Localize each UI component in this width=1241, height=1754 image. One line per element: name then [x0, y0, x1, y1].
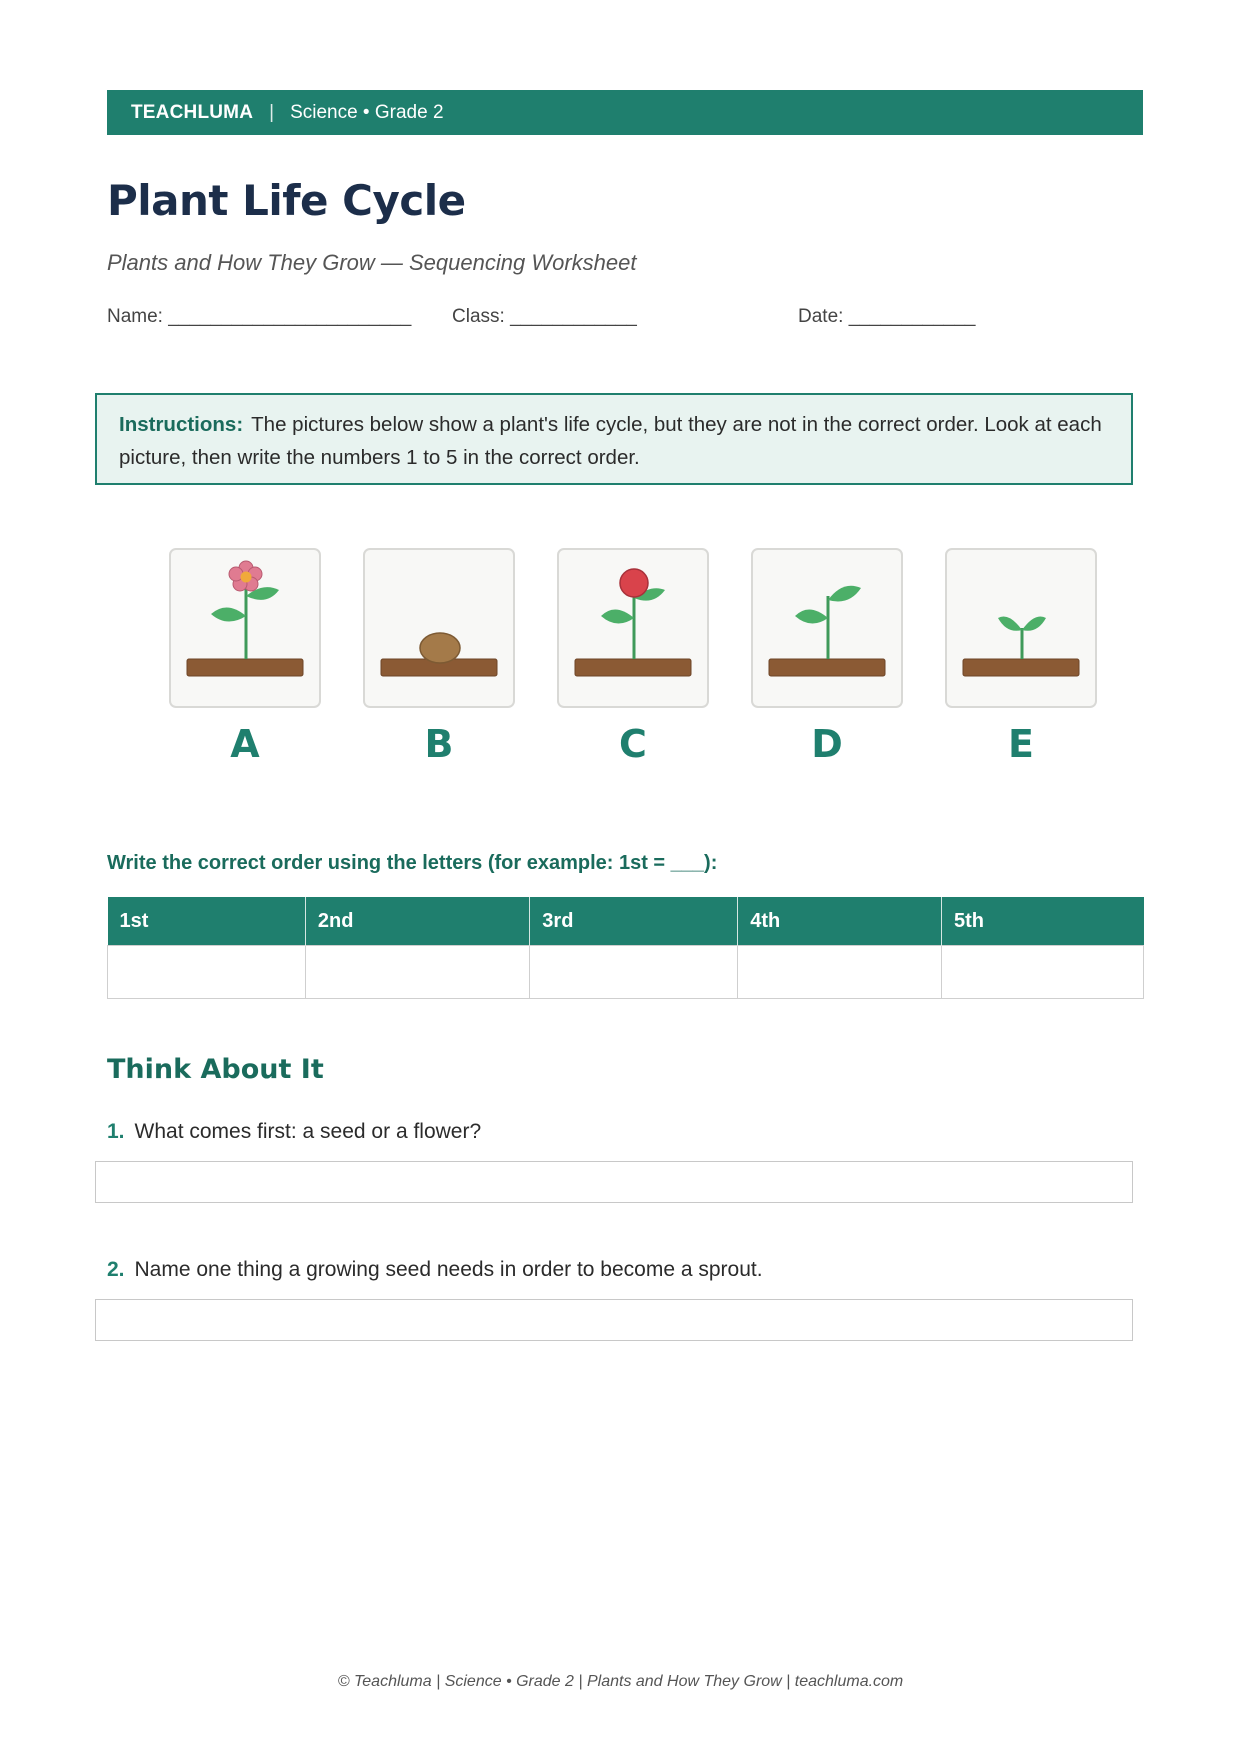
answer-box-1[interactable]	[95, 1161, 1133, 1203]
page-subtitle: Plants and How They Grow — Sequencing Worksheet	[107, 250, 637, 275]
card-letter-d: D	[811, 722, 843, 766]
card-letter-c: C	[619, 722, 647, 766]
order-header-2nd: 2nd	[305, 897, 529, 946]
answer-box-2[interactable]	[95, 1299, 1133, 1341]
card-letter-e: E	[1008, 722, 1034, 766]
question-number: 1.	[107, 1120, 125, 1143]
header-bar	[107, 90, 1143, 135]
picture-card-b	[363, 548, 515, 708]
question-text: Name one thing a growing seed needs in order to become a sprout.	[134, 1258, 763, 1281]
brand-name: TEACHLUMA	[131, 101, 254, 123]
instructions-box	[95, 393, 1133, 485]
page-title: Plant Life Cycle	[107, 176, 466, 225]
order-answer-4th[interactable]	[738, 946, 942, 999]
order-answer-5th[interactable]	[942, 946, 1144, 999]
picture-card-a	[169, 548, 321, 708]
bud-plant-icon	[559, 550, 711, 710]
page-footer: © Teachluma | Science • Grade 2 | Plants and How They Grow | teachluma.com	[337, 1673, 904, 1690]
flowering-plant-icon	[171, 550, 323, 710]
order-answer-3rd[interactable]	[530, 946, 738, 999]
instructions-label: Instructions:	[119, 413, 244, 436]
order-header-1st: 1st	[108, 897, 306, 946]
order-answer-2nd[interactable]	[305, 946, 529, 999]
seed-icon	[365, 550, 517, 710]
order-table	[107, 897, 1144, 999]
think-section-title: Think About It	[107, 1054, 324, 1085]
question-text: What comes first: a seed or a flower?	[134, 1120, 482, 1143]
question-2	[107, 1258, 763, 1282]
order-header-4th: 4th	[738, 897, 942, 946]
sprout-icon	[947, 550, 1099, 710]
instructions-text: The pictures below show a plant's life cycle, but they are not in the correct order. Look at each picture, then write the numbers 1 to 5 in the correct order.	[119, 413, 1102, 469]
header-subject: Science • Grade 2	[290, 101, 444, 123]
order-header-3rd: 3rd	[530, 897, 738, 946]
header-separator: |	[269, 101, 275, 123]
name-field[interactable]: Name: _______________________	[107, 306, 412, 327]
order-answer-1st[interactable]	[108, 946, 306, 999]
order-header-5th: 5th	[942, 897, 1144, 946]
picture-card-d	[751, 548, 903, 708]
question-number: 2.	[107, 1258, 125, 1281]
card-letter-b: B	[424, 722, 454, 766]
card-letter-a: A	[230, 722, 260, 766]
picture-card-c	[557, 548, 709, 708]
picture-card-e	[945, 548, 1097, 708]
class-field[interactable]: Class: ____________	[452, 306, 637, 327]
question-1	[107, 1120, 481, 1144]
order-prompt: Write the correct order using the letters (for example: 1st = ___):	[107, 852, 718, 874]
date-field[interactable]: Date: ____________	[798, 306, 976, 327]
young-plant-icon	[753, 550, 905, 710]
